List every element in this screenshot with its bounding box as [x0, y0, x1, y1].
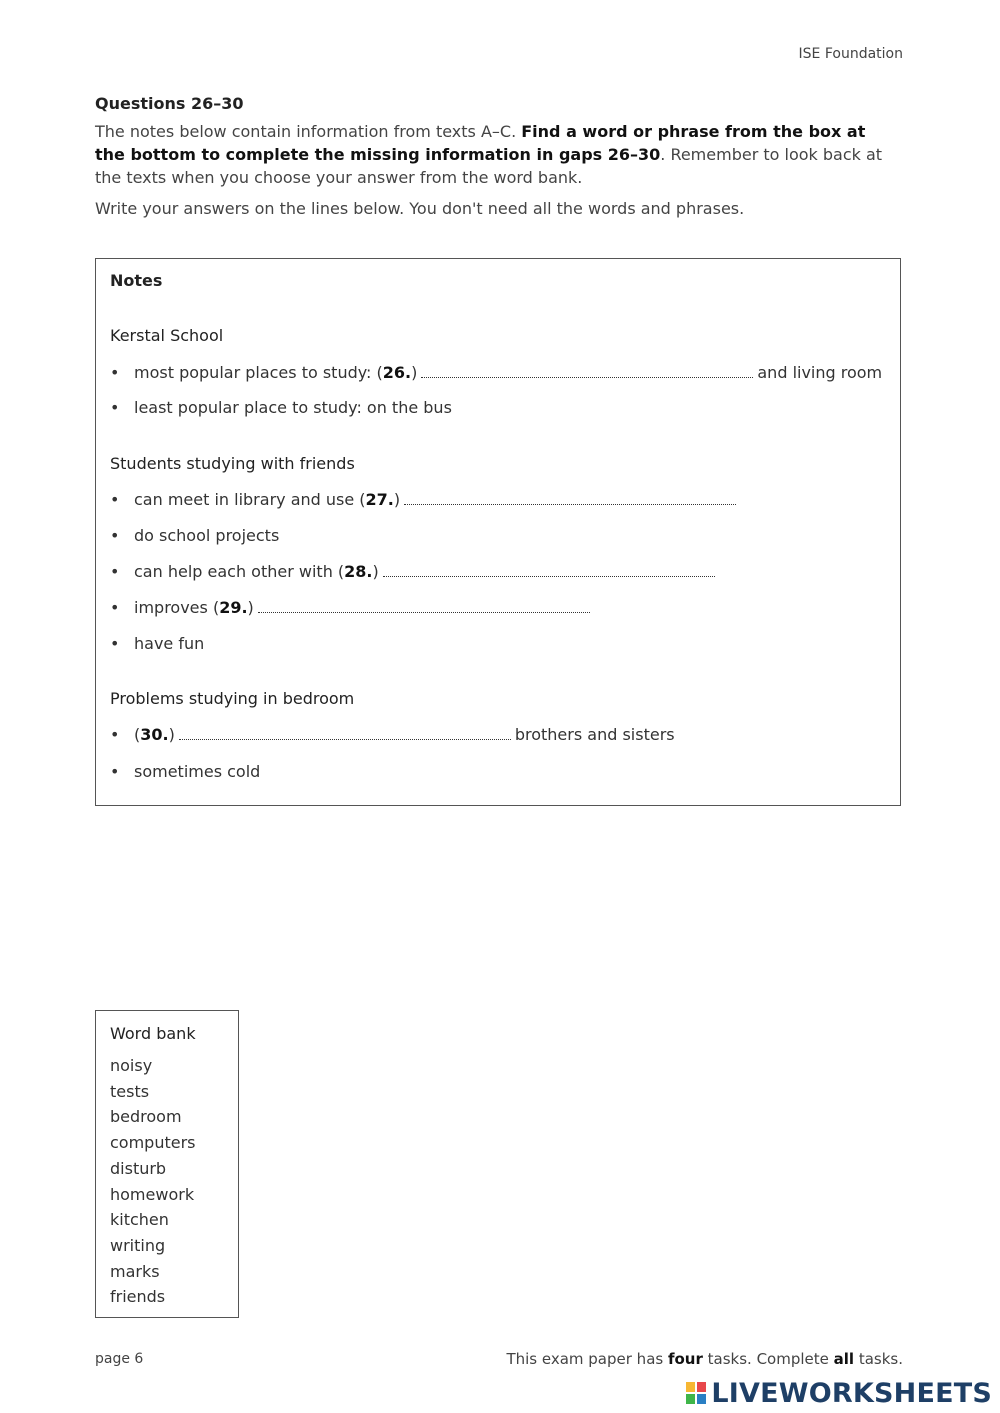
- note-item: • do school projects: [110, 526, 280, 545]
- instructions-part-c: . Remember to look back at the texts when you choose your answer from the word bank.: [95, 145, 883, 187]
- gap-number-28: 28.: [344, 562, 373, 581]
- note-item-26: • most popular places to study: (26.) and living room: [110, 363, 883, 382]
- instructions-part-b: Find a word or phrase from the box at the bottom to complete the missing information in gaps 26–30: [95, 122, 866, 164]
- word-bank-item: kitchen: [110, 1210, 169, 1230]
- word-bank-item: writing: [110, 1235, 166, 1255]
- header-title: ISE Foundation: [798, 46, 903, 62]
- word-bank-list: [110, 1053, 196, 1310]
- liveworksheets-watermark[interactable]: [685, 1378, 992, 1408]
- word-bank-item: friends: [110, 1287, 166, 1307]
- word-bank-item: marks: [110, 1261, 160, 1281]
- section-kerstal-school: Kerstal School: [110, 326, 224, 345]
- liveworksheets-text: LIVEWORKSHEETS: [711, 1377, 992, 1409]
- page-number: page 6: [95, 1351, 144, 1367]
- gap-number-29: 29.: [219, 598, 248, 617]
- word-bank-item: tests: [110, 1081, 150, 1101]
- questions-title: Questions 26–30: [95, 94, 244, 113]
- gap-number-30: 30.: [140, 725, 169, 744]
- bullet: •: [110, 762, 120, 781]
- note-item: • least popular place to study: on the bus: [110, 398, 452, 417]
- section-problems-bedroom: Problems studying in bedroom: [110, 689, 355, 708]
- note-item-29: • improves (29.): [110, 597, 594, 619]
- instructions-answer: Write your answers on the lines below. You don't need all the words and phrases.: [95, 199, 745, 218]
- footer-note: This exam paper has four tasks. Complete all tasks.: [506, 1350, 903, 1368]
- answer-line-30[interactable]: [179, 725, 511, 740]
- bullet: •: [110, 725, 120, 744]
- bullet: •: [110, 526, 120, 545]
- note-item-28: • can help each other with (28.): [110, 561, 719, 583]
- section-students-friends: Students studying with friends: [110, 454, 355, 473]
- instructions: [95, 120, 895, 189]
- gap-number-26: 26.: [382, 363, 412, 382]
- gap-number-27: 27.: [365, 490, 394, 509]
- answer-line-26[interactable]: [421, 363, 753, 378]
- bullet: •: [110, 634, 120, 653]
- bullet: •: [110, 598, 120, 617]
- word-bank-item: noisy: [110, 1056, 153, 1075]
- answer-line-29[interactable]: [258, 598, 590, 613]
- liveworksheets-logo-icon: [685, 1381, 707, 1405]
- instructions-part-a: The notes below contain information from texts A–C.: [95, 122, 522, 141]
- note-item: • sometimes cold: [110, 762, 261, 781]
- note-item: • have fun: [110, 634, 205, 653]
- answer-line-28[interactable]: [383, 562, 715, 577]
- word-bank-item: disturb: [110, 1158, 167, 1178]
- note-item-27: • can meet in library and use (27.): [110, 489, 740, 511]
- word-bank-item: computers: [110, 1133, 196, 1153]
- bullet: •: [110, 398, 120, 417]
- bullet: •: [110, 363, 120, 382]
- word-bank-title: Word bank: [110, 1024, 196, 1043]
- answer-line-27[interactable]: [404, 490, 736, 505]
- word-bank-item: homework: [110, 1184, 195, 1204]
- notes-title: Notes: [110, 271, 163, 290]
- bullet: •: [110, 490, 120, 509]
- word-bank-item: bedroom: [110, 1107, 182, 1127]
- bullet: •: [110, 562, 120, 581]
- note-item-30: • (30.) brothers and sisters: [110, 725, 675, 744]
